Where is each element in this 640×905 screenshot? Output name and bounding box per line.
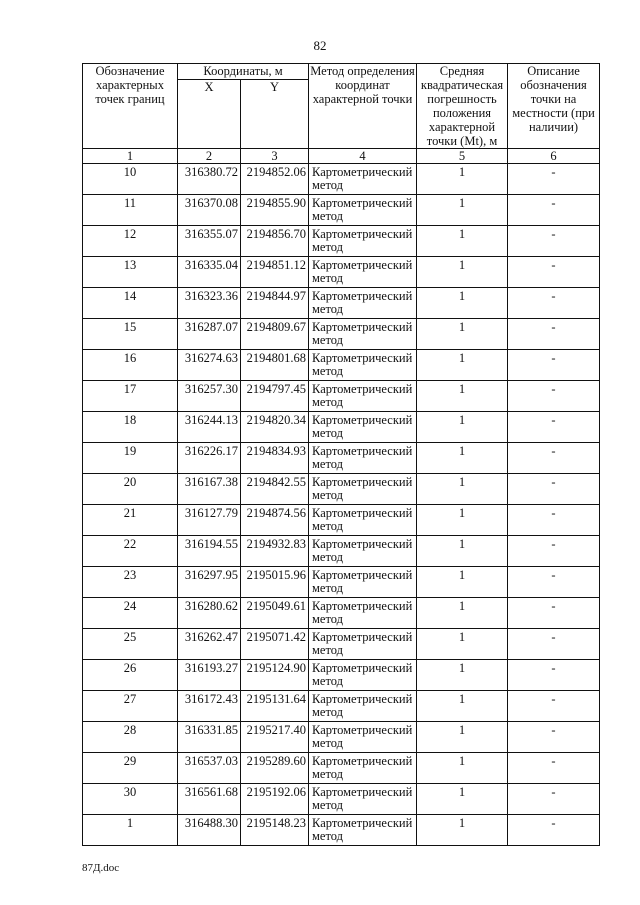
coord-x: 316537.03	[178, 753, 241, 784]
error-value: 1	[417, 567, 508, 598]
coord-x: 316244.13	[178, 412, 241, 443]
coord-x: 316172.43	[178, 691, 241, 722]
description: -	[508, 629, 600, 660]
method: Картометрический метод	[309, 598, 417, 629]
point-id: 22	[83, 536, 178, 567]
error-value: 1	[417, 815, 508, 846]
coord-y: 2195217.40	[241, 722, 309, 753]
point-id: 10	[83, 164, 178, 195]
table-body	[83, 164, 600, 846]
coord-x: 316194.55	[178, 536, 241, 567]
error-value: 1	[417, 505, 508, 536]
coord-y: 2194874.56	[241, 505, 309, 536]
coord-y: 2194809.67	[241, 319, 309, 350]
point-id: 27	[83, 691, 178, 722]
table-row	[83, 474, 600, 505]
description: -	[508, 350, 600, 381]
point-id: 11	[83, 195, 178, 226]
error-value: 1	[417, 319, 508, 350]
point-id: 15	[83, 319, 178, 350]
description: -	[508, 722, 600, 753]
header-coords: Координаты, м	[178, 64, 309, 80]
description: -	[508, 660, 600, 691]
error-value: 1	[417, 753, 508, 784]
coord-y: 2195289.60	[241, 753, 309, 784]
table-row	[83, 753, 600, 784]
description: -	[508, 567, 600, 598]
error-value: 1	[417, 381, 508, 412]
description: -	[508, 536, 600, 567]
coord-y: 2194856.70	[241, 226, 309, 257]
page-number: 82	[313, 38, 327, 53]
description: -	[508, 412, 600, 443]
method: Картометрический метод	[309, 412, 417, 443]
table-row	[83, 319, 600, 350]
coord-x: 316488.30	[178, 815, 241, 846]
method: Картометрический метод	[309, 691, 417, 722]
method: Картометрический метод	[309, 350, 417, 381]
point-id: 12	[83, 226, 178, 257]
coord-x: 316257.30	[178, 381, 241, 412]
method: Картометрический метод	[309, 784, 417, 815]
column-number: 2	[178, 149, 241, 164]
point-id: 25	[83, 629, 178, 660]
table-row	[83, 567, 600, 598]
point-id: 23	[83, 567, 178, 598]
coord-y: 2195015.96	[241, 567, 309, 598]
coord-y: 2194842.55	[241, 474, 309, 505]
coord-y: 2195124.90	[241, 660, 309, 691]
error-value: 1	[417, 660, 508, 691]
table-row	[83, 505, 600, 536]
coord-x: 316355.07	[178, 226, 241, 257]
point-id: 14	[83, 288, 178, 319]
header-y: Y	[241, 79, 309, 148]
description: -	[508, 288, 600, 319]
coord-y: 2194797.45	[241, 381, 309, 412]
error-value: 1	[417, 164, 508, 195]
point-id: 1	[83, 815, 178, 846]
error-value: 1	[417, 195, 508, 226]
coord-y: 2195192.06	[241, 784, 309, 815]
coord-x: 316323.36	[178, 288, 241, 319]
coord-y: 2195148.23	[241, 815, 309, 846]
footer-filename: 87Д.doc	[82, 862, 120, 874]
method: Картометрический метод	[309, 629, 417, 660]
header-method: Метод определения координат характерной точки	[309, 64, 417, 149]
method: Картометрический метод	[309, 381, 417, 412]
coord-x: 316274.63	[178, 350, 241, 381]
error-value: 1	[417, 598, 508, 629]
description: -	[508, 474, 600, 505]
coord-y: 2194851.12	[241, 257, 309, 288]
description: -	[508, 443, 600, 474]
method: Картометрический метод	[309, 536, 417, 567]
point-id: 17	[83, 381, 178, 412]
coord-x: 316167.38	[178, 474, 241, 505]
description: -	[508, 195, 600, 226]
table-row	[83, 660, 600, 691]
table-row	[83, 443, 600, 474]
method: Картометрический метод	[309, 660, 417, 691]
coord-x: 316226.17	[178, 443, 241, 474]
error-value: 1	[417, 350, 508, 381]
coord-x: 316331.85	[178, 722, 241, 753]
point-id: 24	[83, 598, 178, 629]
point-id: 13	[83, 257, 178, 288]
method: Картометрический метод	[309, 226, 417, 257]
method: Картометрический метод	[309, 195, 417, 226]
table-row	[83, 164, 600, 195]
error-value: 1	[417, 629, 508, 660]
coordinates-table	[82, 63, 600, 846]
coord-x: 316280.62	[178, 598, 241, 629]
error-value: 1	[417, 412, 508, 443]
point-id: 30	[83, 784, 178, 815]
description: -	[508, 505, 600, 536]
method: Картометрический метод	[309, 753, 417, 784]
column-number: 4	[309, 149, 417, 164]
method: Картометрический метод	[309, 443, 417, 474]
point-id: 21	[83, 505, 178, 536]
description: -	[508, 784, 600, 815]
point-id: 29	[83, 753, 178, 784]
coord-x: 316335.04	[178, 257, 241, 288]
point-id: 26	[83, 660, 178, 691]
table-row	[83, 257, 600, 288]
error-value: 1	[417, 288, 508, 319]
coord-x: 316287.07	[178, 319, 241, 350]
header-description: Описание обозначения точки на местности (при наличии)	[508, 64, 600, 149]
method: Картометрический метод	[309, 288, 417, 319]
error-value: 1	[417, 443, 508, 474]
header-x: X	[178, 79, 241, 148]
table-row	[83, 784, 600, 815]
method: Картометрический метод	[309, 474, 417, 505]
column-number: 5	[417, 149, 508, 164]
description: -	[508, 164, 600, 195]
coord-x: 316561.68	[178, 784, 241, 815]
coord-y: 2194932.83	[241, 536, 309, 567]
column-numbers-row	[83, 149, 600, 164]
description: -	[508, 319, 600, 350]
description: -	[508, 598, 600, 629]
table-row	[83, 381, 600, 412]
coord-y: 2194852.06	[241, 164, 309, 195]
coord-x: 316297.95	[178, 567, 241, 598]
coord-y: 2194844.97	[241, 288, 309, 319]
point-id: 19	[83, 443, 178, 474]
table-row	[83, 629, 600, 660]
column-number: 6	[508, 149, 600, 164]
coord-y: 2195049.61	[241, 598, 309, 629]
table-row	[83, 691, 600, 722]
error-value: 1	[417, 474, 508, 505]
point-id: 28	[83, 722, 178, 753]
header-error: Средняя квадратическая погрешность положения характерной точки (Mt), м	[417, 64, 508, 149]
table-row	[83, 226, 600, 257]
coord-y: 2195131.64	[241, 691, 309, 722]
column-number: 1	[83, 149, 178, 164]
column-number: 3	[241, 149, 309, 164]
table-row	[83, 536, 600, 567]
table-row	[83, 288, 600, 319]
table-row	[83, 815, 600, 846]
coord-x: 316380.72	[178, 164, 241, 195]
point-id: 18	[83, 412, 178, 443]
coord-x: 316127.79	[178, 505, 241, 536]
coord-y: 2194820.34	[241, 412, 309, 443]
method: Картометрический метод	[309, 257, 417, 288]
error-value: 1	[417, 536, 508, 567]
description: -	[508, 381, 600, 412]
error-value: 1	[417, 722, 508, 753]
table-row	[83, 598, 600, 629]
description: -	[508, 226, 600, 257]
error-value: 1	[417, 257, 508, 288]
method: Картометрический метод	[309, 567, 417, 598]
coord-x: 316262.47	[178, 629, 241, 660]
description: -	[508, 691, 600, 722]
header-point: Обозначение характерных точек границ	[83, 64, 178, 149]
point-id: 20	[83, 474, 178, 505]
point-id: 16	[83, 350, 178, 381]
table-row	[83, 350, 600, 381]
table-row	[83, 722, 600, 753]
description: -	[508, 257, 600, 288]
error-value: 1	[417, 226, 508, 257]
coord-y: 2194801.68	[241, 350, 309, 381]
description: -	[508, 753, 600, 784]
coord-x: 316370.08	[178, 195, 241, 226]
method: Картометрический метод	[309, 319, 417, 350]
coord-y: 2194834.93	[241, 443, 309, 474]
table-row	[83, 412, 600, 443]
method: Картометрический метод	[309, 164, 417, 195]
table-row	[83, 195, 600, 226]
method: Картометрический метод	[309, 505, 417, 536]
error-value: 1	[417, 784, 508, 815]
method: Картометрический метод	[309, 722, 417, 753]
coord-y: 2194855.90	[241, 195, 309, 226]
description: -	[508, 815, 600, 846]
method: Картометрический метод	[309, 815, 417, 846]
coord-y: 2195071.42	[241, 629, 309, 660]
error-value: 1	[417, 691, 508, 722]
coord-x: 316193.27	[178, 660, 241, 691]
